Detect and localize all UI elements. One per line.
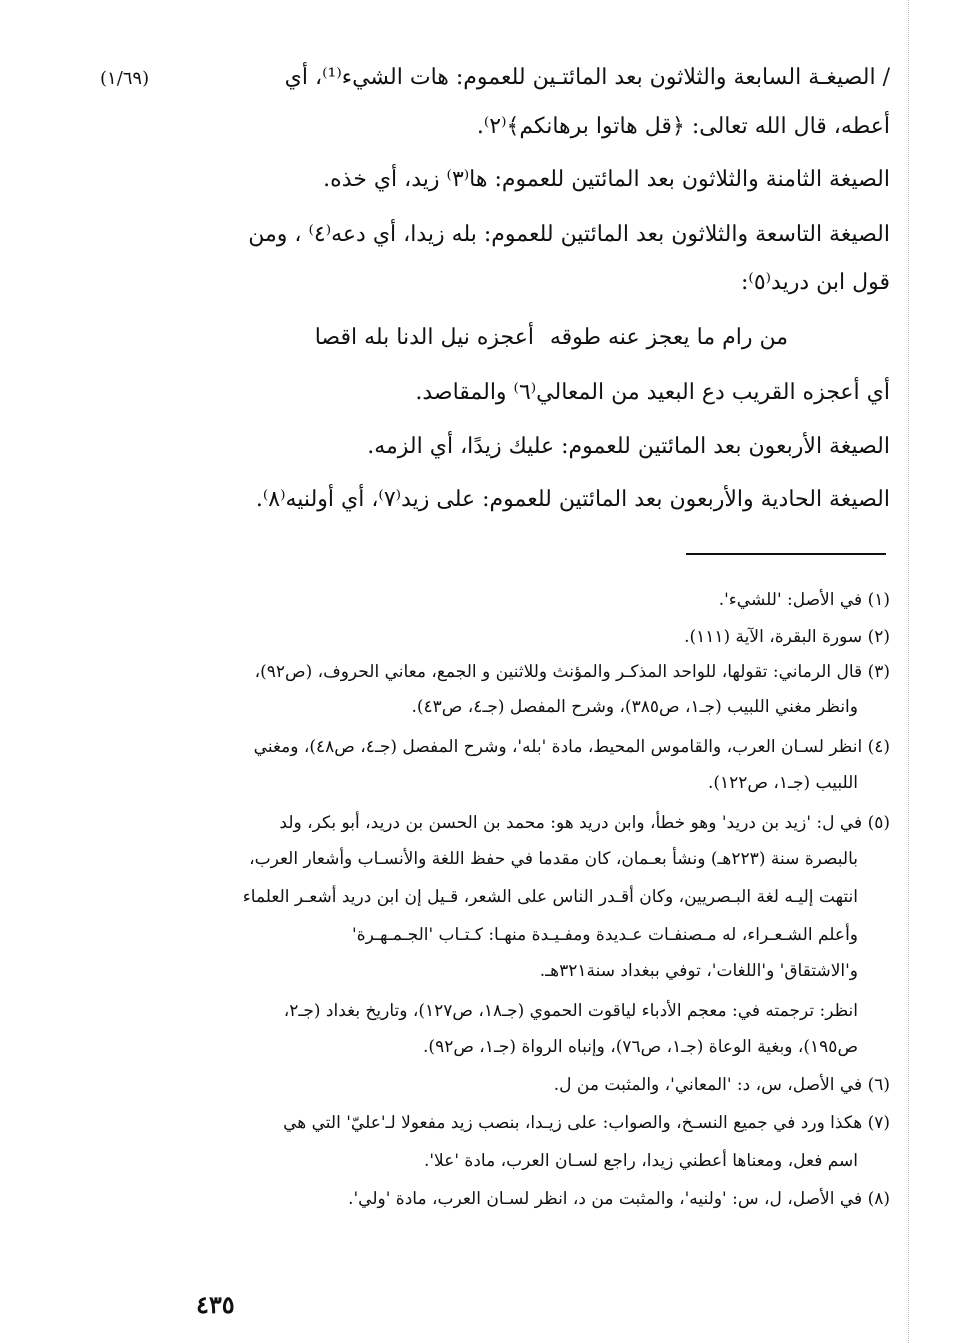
footnote-line: اسم فعل، ومعناها أعطني زيدا، راجع لسـان العرب، مادة 'علا'.	[423, 1151, 858, 1171]
main-text-line: / الصيغـة السابعة والثلاثون بعد المائتـين للعموم: هات الشيء⁽¹⁾، أي	[284, 65, 890, 90]
main-text-line: أعطه، قال الله تعالى: ﴿قل هاتوا برهانكم﴾⁽٢⁾.	[476, 114, 890, 139]
footnote-line: وانظر مغني اللبيب (جـ١، ص٣٨٥)، وشرح المفصل (جـ٤، ص٤٣).	[411, 697, 858, 717]
footnote-line: (٦) في الأصل، س، د: 'المعاني'، والمثبت من ل.	[553, 1075, 890, 1095]
main-text-line: أي أعجزه القريب دع البعيد من المعالي⁽٦⁾ والمقاصد.	[415, 380, 890, 405]
main-text-line: الصيغة التاسعة والثلاثون بعد المائتين للعموم: بله زيدا، أي دعه⁽٤⁾ ، ومن	[248, 222, 890, 247]
footnote-line: اللبيب (جـ١، ص١٢٢).	[707, 773, 858, 793]
footnote-separator	[686, 553, 886, 555]
footnote-line: وأعلم الشـعـراء، له مـصنفـات عـديدة ومفـيـدة منهـا: كـتـاب 'الجـمـهـرة'	[352, 925, 858, 945]
footnote-line: (٢) سورة البقرة، الآية (١١١).	[684, 627, 890, 647]
footnote-line: (١) في الأصل: 'للشيء'.	[718, 590, 890, 610]
main-text-line: الصيغة الثامنة والثلاثون بعد المائتين للعموم: ها⁽٣⁾ زيد، أي خذه.	[323, 167, 890, 192]
footnote-line: (٧) هكذا ورد في جميع النسـخ، والصواب: على زيـدا، بنصب زيد مفعولا لـ'عليّ' التي هي	[283, 1113, 890, 1133]
footnote-line: انتهت إليـه لغة البـصريين، وكان أقـدر الناس على الشعر، قـيل إن ابن دريد أشعـر العلماء	[242, 887, 858, 907]
main-text-line: قول ابن دريد⁽٥⁾:	[741, 270, 890, 295]
footnote-line: (٥) في ل: 'زيد بن دريد' وهو خطأ، وابن دريد هو: محمد بن الحسن بن دريد، أبو بكر، ولد	[279, 813, 890, 833]
verse-second-hemistich: أعجزه نيل الدنا بله اقصا	[314, 325, 534, 350]
footnote-line: انظر: ترجمته في: معجم الأدباء لياقوت الحموي (جـ١٨، ص١٢٧)، وتاريخ بغداد (جـ٢،	[283, 1001, 858, 1021]
footnote-line: (٣) قال الرماني: تقولها، للواحد المذكـر والمؤنث وللاثنين و الجمع، معاني الحروف، (ص٩٢)،	[254, 662, 890, 682]
footnote-line: (٨) في الأصل، ل، س: 'ولنيه'، والمثبت من د، انظر لسـان العرب، مادة 'ولي'.	[348, 1189, 890, 1209]
main-text-line: الصيغة الأربعون بعد المائتين للعموم: عليك زيدًا، أي الزمه.	[367, 434, 890, 459]
margin-note: (١/٦٩)	[100, 68, 150, 89]
footnote-line: بالبصرة سنة (٢٢٣هـ) ونشأ بعـمان، كان مقدما في حفظ اللغة والأنسـاب وأشعار العرب،	[249, 849, 858, 869]
footnote-line: ص١٩٥)، وبغية الوعاة (جـ١، ص٧٦)، وإنباه الرواة (جـ١، ص٩٢).	[423, 1037, 858, 1057]
footnote-line: (٤) انظر لسـان العرب، والقاموس المحيط، مادة 'بله'، وشرح المفصل (جـ٤، ص٤٨)، ومغني	[253, 737, 890, 757]
scan-edge-line	[908, 0, 909, 1343]
main-text-line: الصيغة الحادية والأربعون بعد المائتين للعموم: على زيد⁽٧⁾، أي أولنيه⁽٨⁾.	[255, 487, 890, 512]
verse-first-hemistich: من رام ما يعجز عنه طوقه	[549, 325, 788, 350]
page-number: ٤٣٥	[196, 1290, 235, 1319]
footnote-line: و'الاشتقاق' و'اللغات'، توفي ببغداد سنة٣٢١هـ.	[539, 961, 858, 981]
